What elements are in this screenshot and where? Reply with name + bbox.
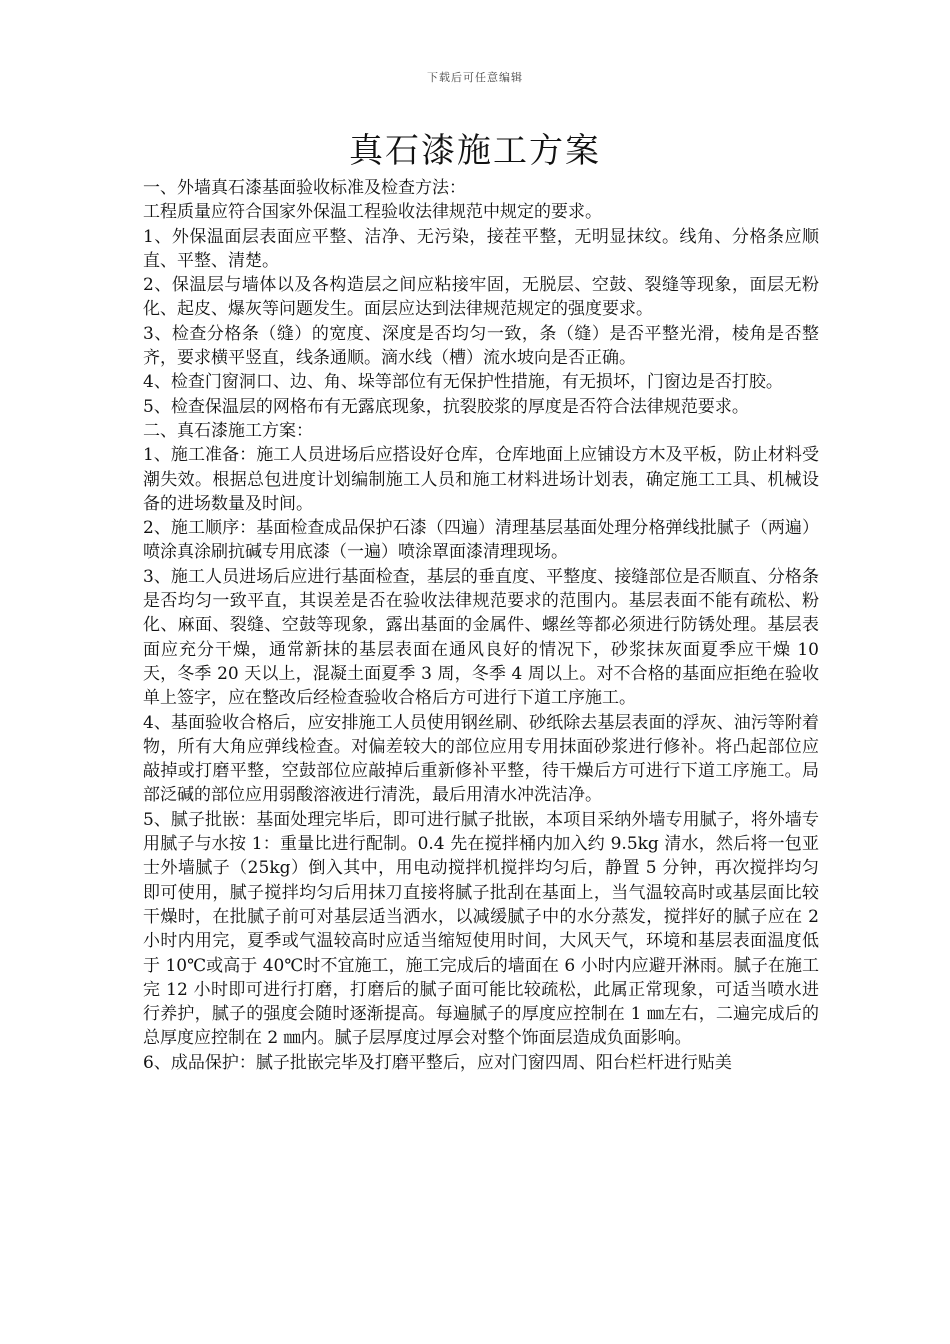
list-item: 2、保温层与墙体以及各构造层之间应粘接牢固，无脱层、空鼓、裂缝等现象，面层无粉化、起皮、爆灰等问题发生。面层应达到法律规范规定的强度要求。: [143, 275, 819, 320]
list-item: 5、检查保温层的网格布有无露底现象，抗裂胶浆的厚度是否符合法律规范要求。: [143, 396, 749, 417]
list-item: 1、外保温面层表面应平整、洁净、无污染，接茬平整，无明显抹纹。线角、分格条应顺直、平整、清楚。: [143, 226, 819, 271]
list-item: 3、施工人员进场后应进行基面检查，基层的垂直度、平整度、接缝部位是否顺直、分格条是否均匀一致平直，其误差是否在验收法律规范要求的范围内。基层表面不能有疏松、粉化、麻面、裂缝、空鼓等现象，露出基面的金属件、螺丝等都必须进行防锈处理。基层表面应充分干燥，通常新抹的基层表面在通风良好的情况下，砂浆抹灰面夏季应干燥 10 天，冬季 20 天以上，混凝土面夏季 3 周，冬季 4 周以上。对不合格的基面应拒绝在验收单上签字，应在整改后经检查验收合格后方可进行下道工序施工。: [143, 566, 819, 709]
page-header: 下载后可任意编辑: [427, 71, 523, 84]
list-item: 6、成品保护：腻子批嵌完毕及打磨平整后，应对门窗四周、阳台栏杆进行贴美: [143, 1052, 732, 1073]
list-item: 1、施工准备：施工人员进场后应搭设好仓库，仓库地面上应铺设方木及平板，防止材料受潮失效。根据总包进度计划编制施工人员和施工材料进场计划表，确定施工工具、机械设备的进场数量及时间。: [143, 445, 819, 514]
list-item: 4、基面验收合格后，应安排施工人员使用钢丝刷、砂纸除去基层表面的浮灰、油污等附着物，所有大角应弹线检查。对偏差较大的部位应用专用抹面砂浆进行修补。将凸起部位应敲掉或打磨平整，空鼓部位应敲掉后重新修补平整，待干燥后方可进行下道工序施工。局部泛碱的部位应用弱酸溶液进行清洗，最后用清水冲洗洁净。: [143, 712, 819, 806]
section-heading-2: 二、真石漆施工方案：: [143, 420, 313, 441]
list-item: 2、施工顺序：基面检查成品保护石漆（四遍）清理基层基面处理分格弹线批腻子（两遍）喷涂真涂刷抗碱专用底漆（一遍）喷涂罩面漆清理现场。: [143, 518, 819, 563]
list-item: 4、检查门窗洞口、边、角、垛等部位有无保护性措施，有无损坏，门窗边是否打胶。: [143, 372, 783, 393]
document-body: [143, 176, 819, 1075]
list-item: 5、腻子批嵌：基面处理完毕后，即可进行腻子批嵌，本项目采纳外墙专用腻子，将外墙专用腻子与水按 1：重量比进行配制。0.4 先在搅拌桶内加入约 9.5kg 清水，然后将一包亚士外墙腻子（25kg）倒入其中，用电动搅拌机搅拌均匀后，静置 5 分钟，再次搅拌均匀即可使用，腻子搅拌均匀后用抹刀直接将腻子批刮在基面上，当气温较高时或基层面比较干燥时，在批腻子前可对基层适当洒水，以减缓腻子中的水分蒸发，搅拌好的腻子应在 2 小时内用完，夏季或气温较高时应适当缩短使用时间，大风天气，环境和基层表面温度低于 10℃或高于 40℃时不宜施工，施工完成后的墙面在 6 小时内应避开淋雨。腻子在施工完 12 小时即可进行打磨，打磨后的腻子面可能比较疏松，此属正常现象，可适当喷水进行养护，腻子的强度会随时逐渐提高。每遍腻子的厚度应控制在 1 ㎜左右，二遍完成后的总厚度应控制在 2 ㎜内。腻子层厚度过厚会对整个饰面层造成负面影响。: [143, 809, 819, 1049]
paragraph: 工程质量应符合国家外保温工程验收法律规范中规定的要求。: [143, 202, 602, 223]
list-item: 3、检查分格条（缝）的宽度、深度是否均匀一致，条（缝）是否平整光滑，棱角是否整齐，要求横平竖直，线条通顺。滴水线（槽）流水坡向是否正确。: [143, 323, 819, 369]
document-title: 真石漆施工方案: [349, 131, 601, 171]
section-heading-1: 一、外墙真石漆基面验收标准及检查方法：: [143, 178, 466, 198]
